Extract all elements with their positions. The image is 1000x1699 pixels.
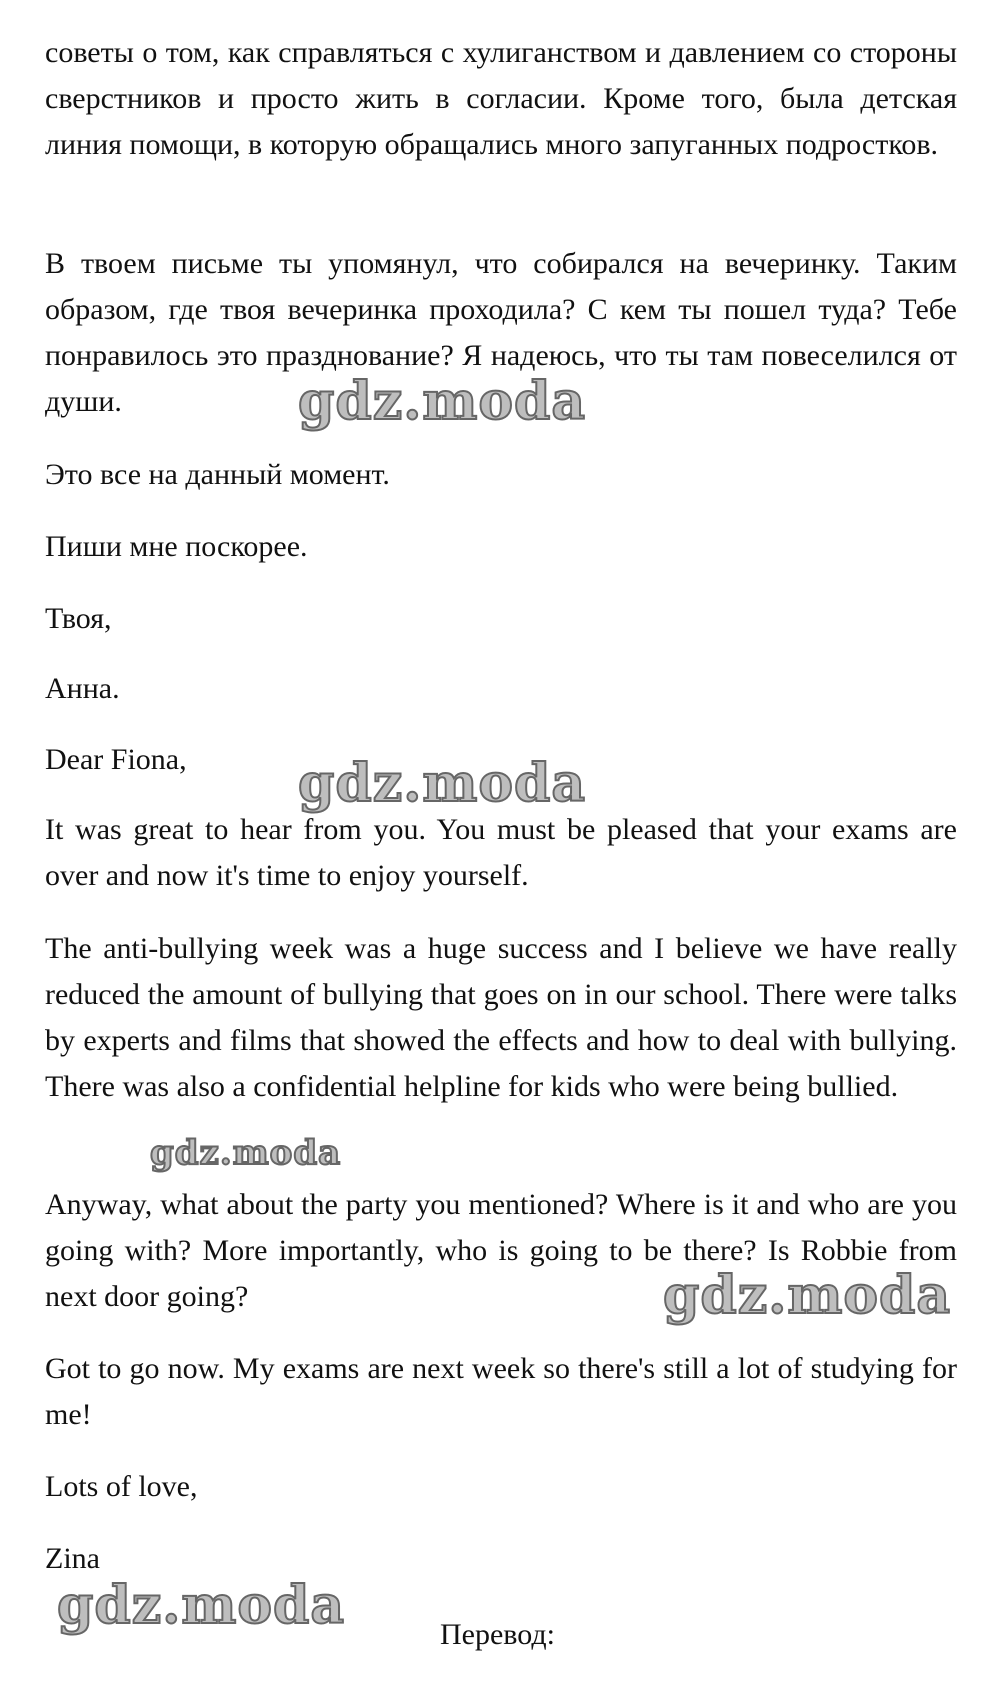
translation-label: Перевод:	[440, 1618, 555, 1651]
watermark: gdz.moda	[57, 1575, 346, 1636]
watermark: gdz.moda	[663, 1265, 952, 1326]
english-paragraph-1: It was great to hear from you. You must be pleased that your exams are over and now it's time to enjoy yourself.	[45, 813, 957, 892]
russian-signature: Анна.	[45, 672, 120, 705]
english-paragraph-2: The anti-bullying week was a huge success and I believe we have really reduced the amount of bullying that goes on in our school. There were talks by experts and films that showed the effects and how to deal with bullying. There was also a confidential helpline for kids who were being bullied.	[45, 932, 957, 1103]
english-signature: Zina	[45, 1542, 100, 1575]
russian-paragraph-1: советы о том, как справляться с хулиганством и давлением со стороны сверстников и просто жить в согласии. Кроме того, была детская линия помощи, в которую обращались много запуганных подростков.	[45, 36, 957, 161]
english-closing: Lots of love,	[45, 1470, 198, 1503]
watermark: gdz.moda	[298, 371, 587, 432]
russian-paragraph-3: Это все на данный момент.	[45, 458, 390, 491]
russian-paragraph-4: Пиши мне поскорее.	[45, 530, 308, 563]
english-paragraph-4: Got to go now. My exams are next week so there's still a lot of studying for me!	[45, 1352, 957, 1431]
watermark: gdz.moda	[150, 1133, 342, 1173]
english-paragraph-3: Anyway, what about the party you mentioned? Where is it and who are you going with? More importantly, who is going to be there? Is Robbie from next door going?	[45, 1188, 957, 1313]
russian-closing: Твоя,	[45, 602, 112, 635]
russian-paragraph-2: В твоем письме ты упомянул, что собирался на вечеринку. Таким образом, где твоя вечеринка проходила? С кем ты пошел туда? Тебе понравилось это празднование? Я надеюсь, что ты там повеселился от души.	[45, 247, 957, 418]
english-greeting: Dear Fiona,	[45, 743, 187, 776]
watermark: gdz.moda	[298, 753, 587, 814]
